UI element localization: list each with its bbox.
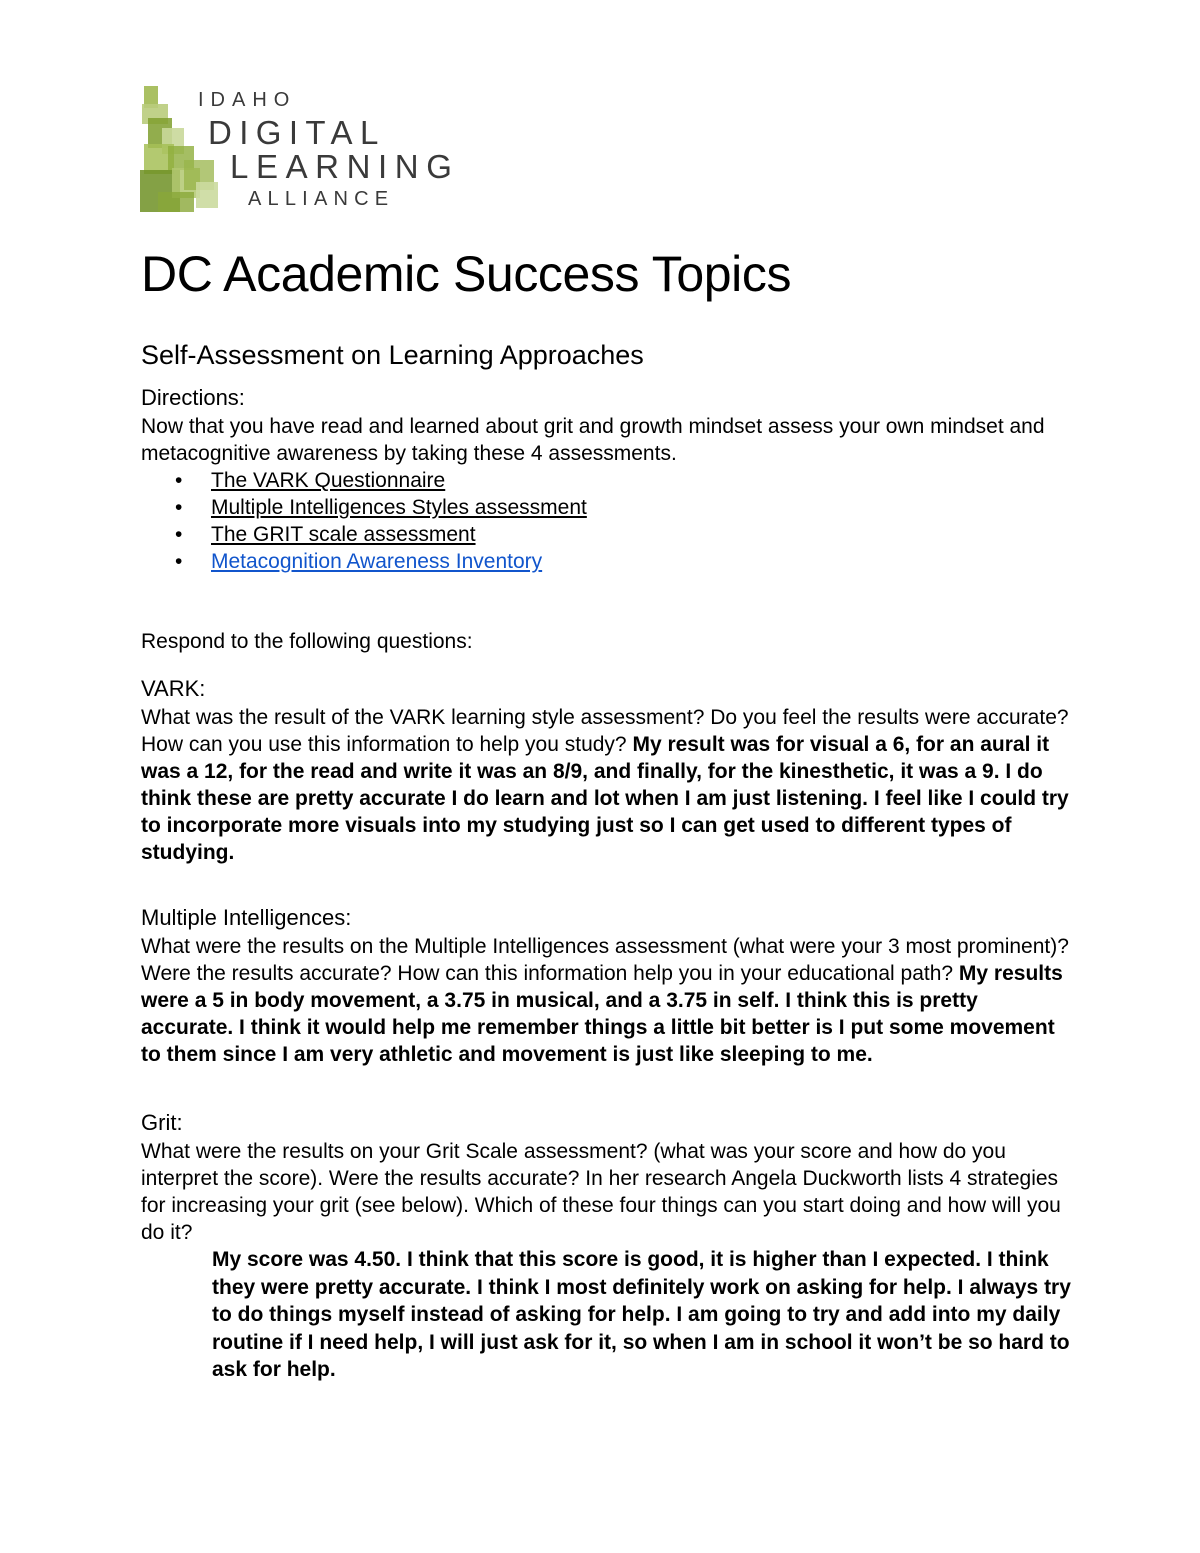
- grit-heading: Grit:: [141, 1110, 183, 1135]
- directions-heading: Directions:: [141, 385, 245, 410]
- list-item: [175, 467, 1071, 494]
- directions-text: Now that you have read and learned about grit and growth mindset assess your own mindset and metacognitive awareness by taking these 4 assessments.: [141, 415, 1045, 465]
- list-item: [175, 548, 1071, 575]
- document-content: [141, 240, 1071, 1384]
- list-item: [175, 494, 1071, 521]
- multiple-intelligences-paragraph: [141, 933, 1071, 1068]
- bullet-icon: •: [175, 523, 183, 546]
- vark-paragraph: [141, 704, 1071, 866]
- multiple-intelligences-question: What were the results on the Multiple Intelligences assessment (what were your 3 most prominent)? Were the results accurate? How can this information help you in your educational path?: [141, 935, 1069, 985]
- vark-heading: VARK:: [141, 676, 206, 701]
- vark-answer: My result was for visual a 6, for an aural it was a 12, for the read and write it was an 8/9, and finally, for the kinesthetic, it was a 9. I do think these are pretty accurate I do learn and lot when I am just listening. I feel like I could try to incorporate more visuals into my studying just so I can get used to different types of studying.: [141, 733, 1069, 864]
- assessment-links-list: [141, 467, 1071, 575]
- multiple-intelligences-answer: My results were a 5 in body movement, a 3.75 in musical, and a 3.75 in self. I think this is pretty accurate. I think it would help me remember things a little bit better is I put some movement to them since I am very athletic and movement is just like sleeping to me.: [141, 962, 1063, 1066]
- logo-line-learning: LEARNING: [230, 148, 460, 185]
- bullet-icon: •: [175, 550, 183, 573]
- grit-scale-link[interactable]: The GRIT scale assessment: [211, 523, 476, 546]
- page-subtitle: Self-Assessment on Learning Approaches: [141, 340, 644, 370]
- metacognition-inventory-link[interactable]: Metacognition Awareness Inventory: [211, 550, 543, 573]
- logo-line-idaho: IDAHO: [198, 89, 297, 111]
- logo-line-digital: DIGITAL: [208, 114, 386, 151]
- multiple-intelligences-link[interactable]: Multiple Intelligences Styles assessment: [211, 496, 587, 519]
- vark-questionnaire-link[interactable]: The VARK Questionnaire: [211, 469, 446, 492]
- logo-line-alliance: ALLIANCE: [248, 188, 395, 210]
- respond-instruction: Respond to the following questions:: [141, 630, 473, 653]
- grit-answer: My score was 4.50. I think that this score is good, it is higher than I expected. I think they were pretty accurate. I think I most definitely work on asking for help. I always try to do things myself instead of asking for help. I am going to try and add into my daily routine if I need help, I will just ask for it, so when I am in school it won’t be so hard to ask for help.: [212, 1248, 1071, 1381]
- bullet-icon: •: [175, 469, 183, 492]
- vark-question: What was the result of the VARK learning style assessment? Do you feel the results were accurate? How can you use this information to help you study?: [141, 706, 1069, 756]
- page-title: DC Academic Success Topics: [141, 246, 792, 302]
- grit-question: What were the results on your Grit Scale assessment? (what was your score and how do you interpret the score). Were the results accurate? In her research Angela Duckworth lists 4 strategies for increasing your grit (see below). Which of these four things can you start doing and how will you do it?: [141, 1140, 1061, 1244]
- multiple-intelligences-heading: Multiple Intelligences:: [141, 905, 352, 930]
- bullet-icon: •: [175, 496, 183, 519]
- idaho-digital-learning-alliance-logo: [138, 84, 468, 216]
- list-item: [175, 521, 1071, 548]
